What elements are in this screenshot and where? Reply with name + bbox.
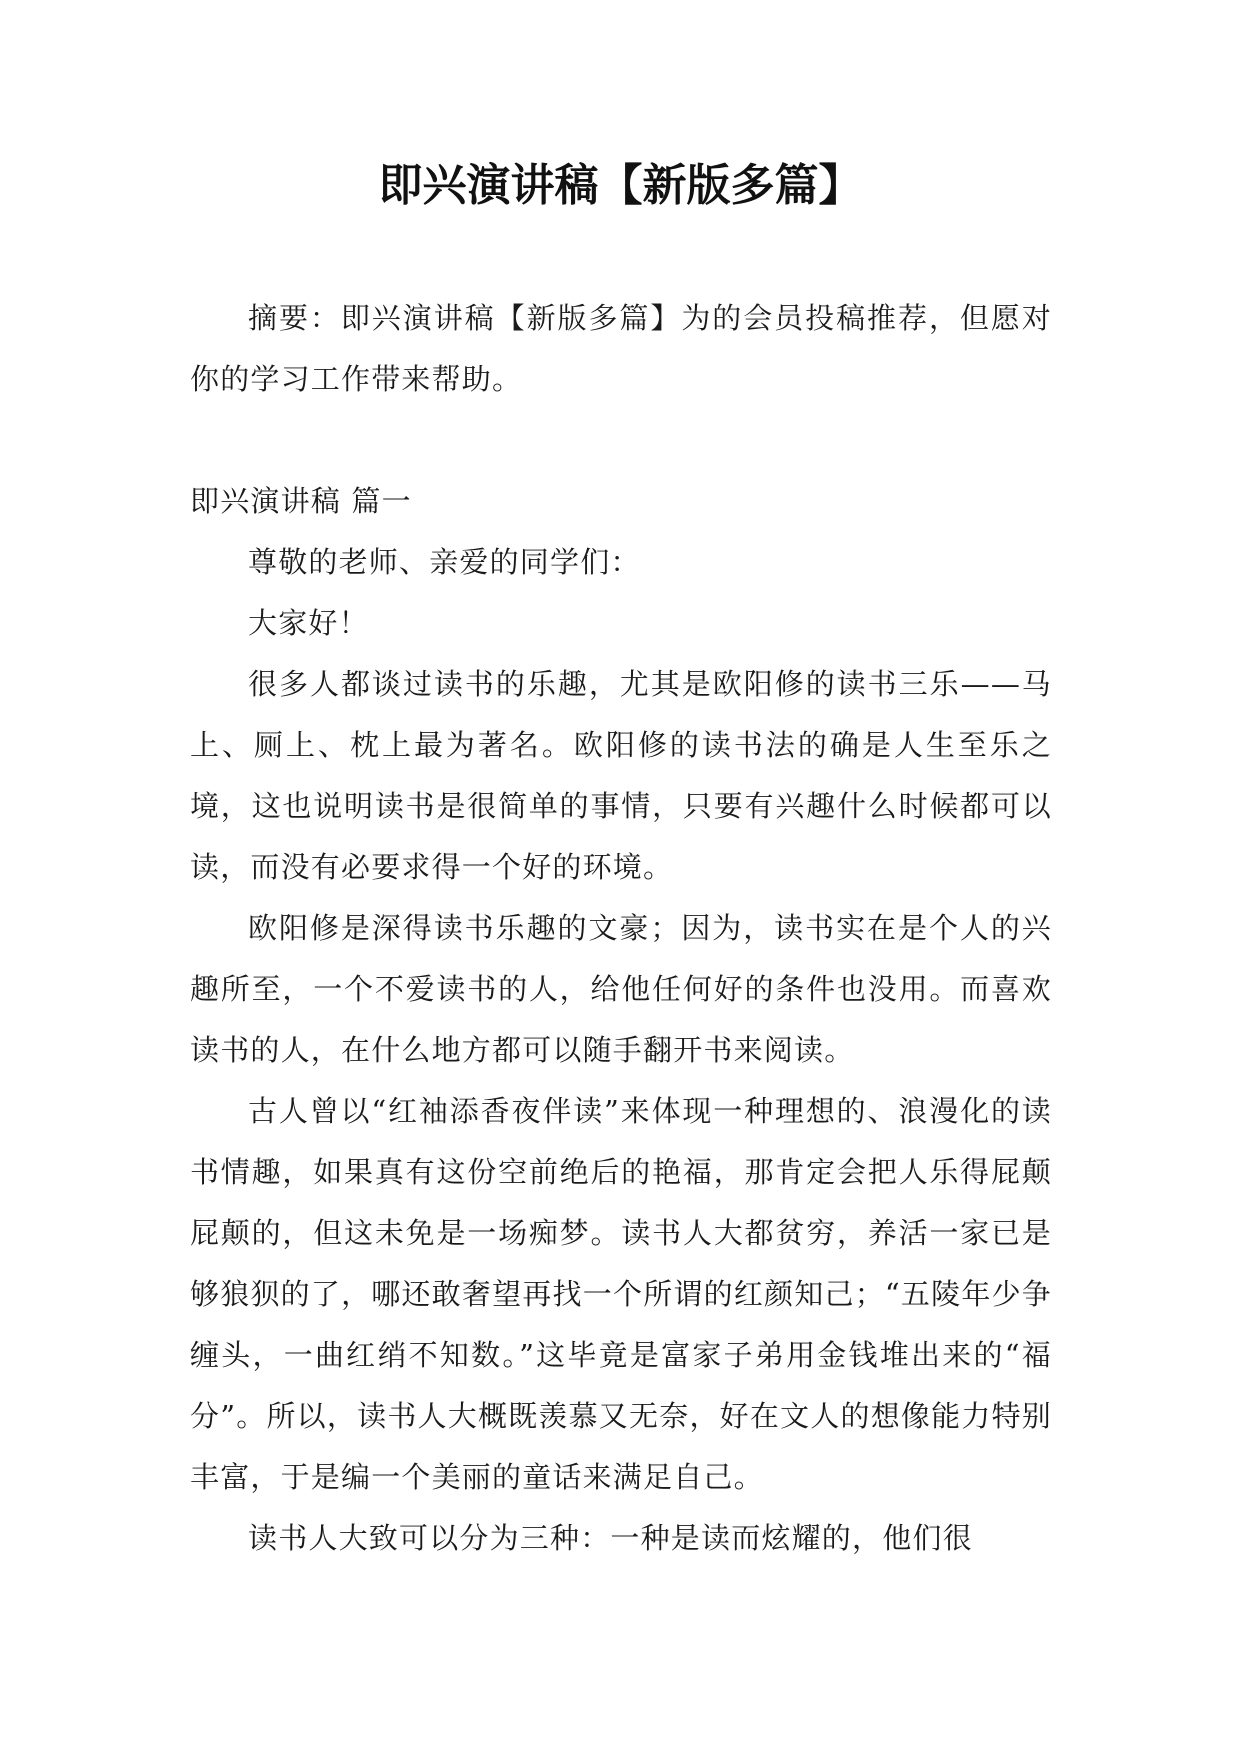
greeting-paragraph: 大家好！ xyxy=(248,606,369,640)
salutation-paragraph: 尊敬的老师、亲爱的同学们： xyxy=(248,545,641,579)
section-heading: 即兴演讲稿 篇一 xyxy=(190,484,412,518)
body-paragraph: 读书人大致可以分为三种：一种是读而炫耀的，他们很 xyxy=(248,1521,973,1555)
document-title: 即兴演讲稿【新版多篇】 xyxy=(378,160,863,211)
document-body xyxy=(190,288,1052,1569)
body-paragraph: 古人曾以“红袖添香夜伴读”来体现一种理想的、浪漫化的读书情趣，如果真有这份空前绝后的艳福，那肯定会把人乐得屁颠屁颠的，但这未免是一场痴梦。读书人大都贫穷，养活一家已是够狼狈的了，哪还敢奢望再找一个所谓的红颜知己；“五陵年少争缠头，一曲红绡不知数。”这毕竟是富家子弟用金钱堆出来的“福分”。所以，读书人大概既羡慕又无奈，好在文人的想像能力特别丰富，于是编一个美丽的童话来满足自己。 xyxy=(190,1094,1052,1494)
body-paragraph: 欧阳修是深得读书乐趣的文豪；因为，读书实在是个人的兴趣所至，一个不爱读书的人，给他任何好的条件也没用。而喜欢读书的人，在什么地方都可以随手翻开书来阅读。 xyxy=(190,911,1052,1067)
abstract-paragraph: 摘要：即兴演讲稿【新版多篇】为的会员投稿推荐，但愿对你的学习工作带来帮助。 xyxy=(190,301,1052,396)
body-paragraph: 很多人都谈过读书的乐趣，尤其是欧阳修的读书三乐——马上、厕上、枕上最为著名。欧阳修的读书法的确是人生至乐之境，这也说明读书是很简单的事情，只要有兴趣什么时候都可以读，而没有必要求得一个好的环境。 xyxy=(190,667,1052,884)
blank-line xyxy=(190,410,1052,471)
